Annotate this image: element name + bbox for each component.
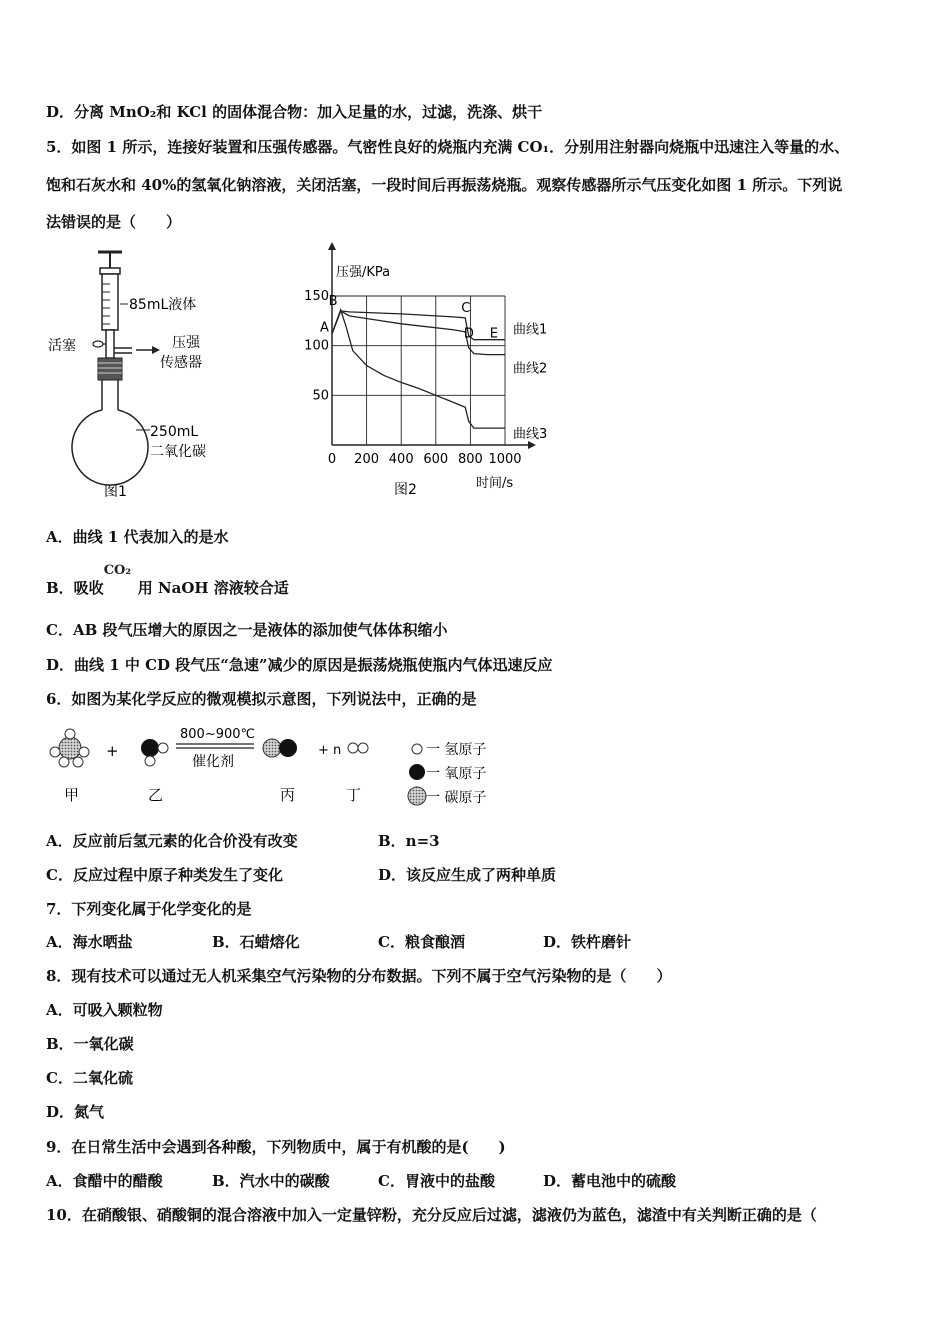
x-tick-label: 1000 [488,452,522,467]
y-tick-label: 100 [304,338,329,354]
figure-3-reaction [40,720,540,816]
q5-stem-line-2: 饱和石灰水和 40%的氢氧化钠溶液，关闭活塞，一段时间后再振荡烧瓶。观察传感器所示气压变化如图 1 所示。下列说 [46,176,843,194]
legend-hydrogen-icon [412,744,422,754]
q5-option-b-suffix: 用 NaOH 溶液较合适 [137,579,289,597]
water-molecule [141,739,168,766]
x-axis-arrow [528,441,536,449]
x-tick-label: 400 [388,452,414,467]
point-label-e: E [489,326,498,342]
q6-option-a: A．反应前后氢元素的化合价没有改变 [46,832,298,850]
y-tick-label: 50 [312,388,329,404]
q6-option-b: B．n=3 [378,832,440,850]
legend-carbon: 一 碳原子 [426,790,487,806]
y-axis-arrow [328,242,336,250]
flask-label-1: 250mL [150,424,199,440]
series-label-2: 曲线2 [513,361,548,377]
label-jia: 甲 [64,786,80,804]
series-label-1: 曲线1 [513,322,548,338]
q5-option-a: A．曲线 1 代表加入的是水 [46,528,229,546]
q9-option-a: A．食醋中的醋酸 [46,1172,163,1190]
q5-stem-line-1: 5．如图 1 所示，连接好装置和压强传感器。气密性良好的烧瓶内充满 CO₁．分别用注射器向烧瓶中迅速注入等量的水、 [46,138,850,156]
sensor-label-2: 传感器 [160,355,202,371]
x-axis-label: 时间/s [476,476,514,491]
figure-1-apparatus [40,240,270,514]
series-label-3: 曲线3 [513,427,548,443]
q6-stem: 6．如图为某化学反应的微观模拟示意图，下列说法中，正确的是 [46,690,477,708]
plus-n: + n [318,743,342,758]
figure-2-chart [290,240,580,509]
figure-2-caption: 图2 [394,482,417,498]
x-tick-label: 200 [354,452,380,467]
syringe-label: 85mL液体 [129,297,197,313]
q5-option-b [46,563,289,598]
q8-option-a: A．可吸入颗粒物 [46,1001,163,1019]
label-yi: 乙 [148,786,164,804]
x-tick-label: 800 [457,452,483,467]
q9-stem: 9．在日常生活中会遇到各种酸，下列物质中，属于有机酸的是( ) [46,1138,506,1156]
valve-label: 活塞 [48,338,76,354]
q8-option-c: C．二氧化硫 [46,1069,133,1087]
legend-carbon-icon [408,787,426,805]
label-bing: 丙 [280,786,296,804]
q6-option-c: C．反应过程中原子种类发生了变化 [46,866,283,884]
y-axis-label: 压强/KPa [336,265,391,280]
series-line-2 [332,311,505,355]
y-tick-label: 150 [304,289,329,304]
q4-option-d: D．分离 MnO₂和 KCl 的固体混合物：加入足量的水，过滤，洗涤、烘干 [46,103,543,121]
q7-stem: 7．下列变化属于化学变化的是 [46,900,252,918]
methane-molecule [50,729,89,767]
condition-catalyst: 催化剂 [192,754,234,770]
x-tick-label: 0 [327,452,337,467]
legend-oxygen: 一 氧原子 [426,766,487,782]
q9-option-b: B．汽水中的碳酸 [212,1172,330,1190]
q6-option-d: D．该反应生成了两种单质 [378,866,557,884]
q9-option-d: D．蓄电池中的硫酸 [543,1172,677,1190]
condition-temperature: 800~900℃ [180,727,256,742]
q5-stem-line-3: 法错误的是（ ） [46,213,182,231]
figure-1-caption: 图1 [104,484,127,500]
label-ding: 丁 [346,786,362,804]
co2-formula: CO₂ [103,563,132,578]
point-label-d: D [463,326,474,342]
q5-option-c: C．AB 段气压增大的原因之一是液体的添加使气体体积缩小 [46,621,448,639]
legend-hydrogen: 一 氢原子 [426,742,487,758]
point-label-a: A [320,320,329,336]
point-label-b: B [328,293,338,309]
q5-option-d: D．曲线 1 中 CD 段气压“急速”减少的原因是振荡烧瓶使瓶内气体迅速反应 [46,656,553,674]
q7-option-d: D．铁杵磨针 [543,933,632,951]
legend-oxygen-icon [409,764,425,780]
plus-sign-1: + [106,742,119,760]
q9-option-c: C．胃液中的盐酸 [378,1172,495,1190]
q8-stem: 8．现有技术可以通过无人机采集空气污染物的分布数据。下列不属于空气污染物的是（ ） [46,967,672,985]
sensor-label-1: 压强 [172,335,200,351]
series-line-3 [332,310,505,428]
point-label-c: C [461,300,471,316]
flask-label-2: 二氧化碳 [150,444,206,460]
chart-grid [332,296,505,445]
q7-option-a: A．海水晒盐 [46,933,133,951]
q7-option-c: C．粮食酿酒 [378,933,465,951]
q5-option-b-prefix: B．吸收 [46,579,104,597]
q8-option-d: D．氮气 [46,1103,105,1121]
hydrogen-molecule [348,743,368,753]
x-tick-label: 600 [423,452,449,467]
carbon-monoxide-molecule [263,739,297,757]
q10-stem: 10．在硝酸银、硝酸铜的混合溶液中加入一定量锌粉，充分反应后过滤，滤液仍为蓝色，滤渣中有关判断正确的是（ [46,1206,817,1224]
q8-option-b: B．一氧化碳 [46,1035,134,1053]
q7-option-b: B．石蜡熔化 [212,933,300,951]
